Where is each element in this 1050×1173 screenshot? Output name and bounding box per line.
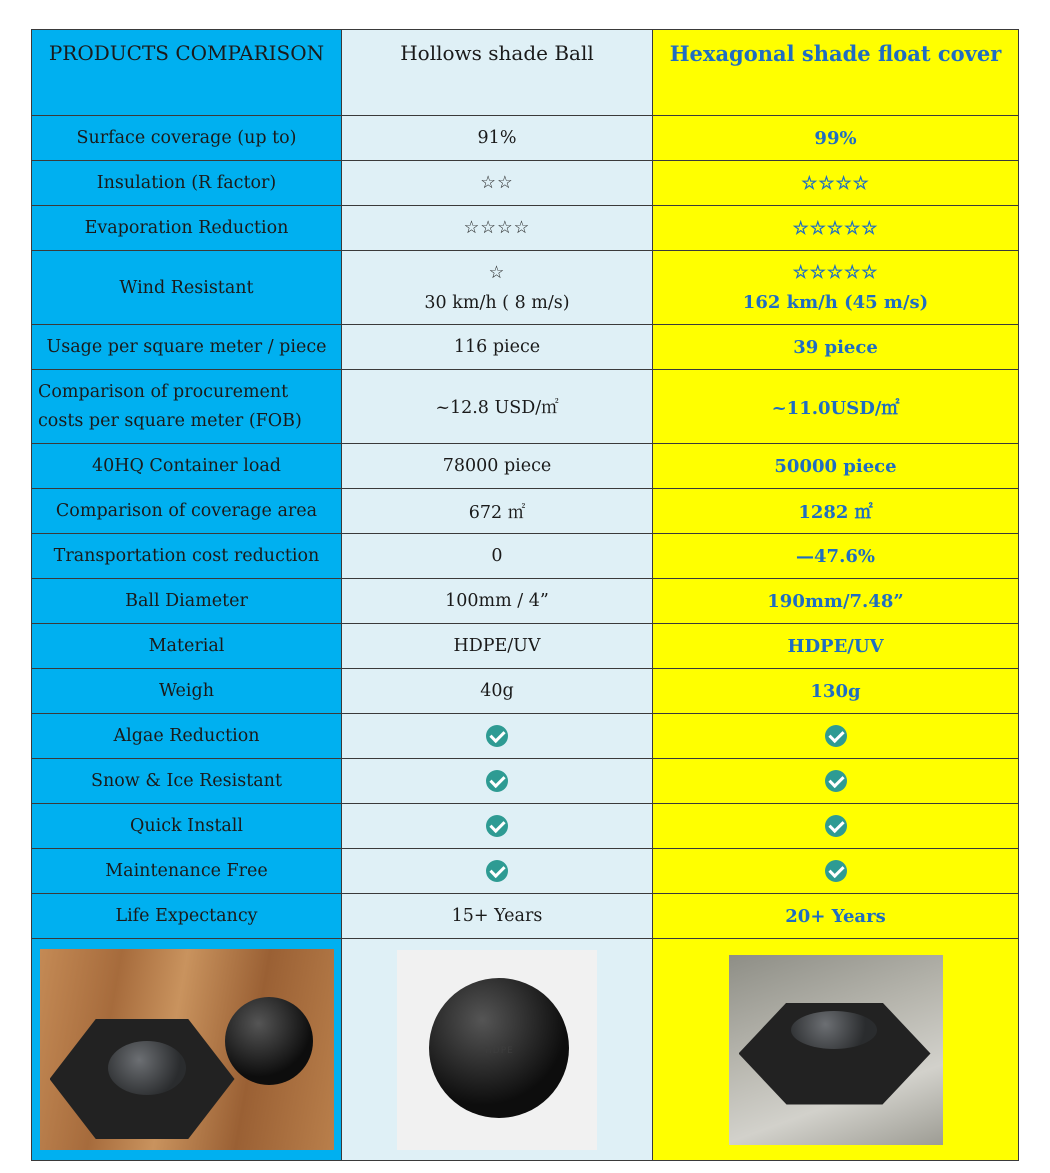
ball-value: 100mm / 4”	[342, 579, 653, 624]
hex-star-rating: ☆☆☆☆☆	[653, 206, 1019, 251]
ball-value: 15+ Years	[342, 894, 653, 939]
ball-star-rating: ☆	[488, 262, 506, 283]
hex-value: 20+ Years	[653, 894, 1019, 939]
row-label: Maintenance Free	[32, 849, 342, 894]
table-row	[32, 669, 1019, 714]
check-circle-icon	[825, 725, 847, 747]
hex-value: 99%	[653, 116, 1019, 161]
ball-stamp-text: HDPE	[485, 1045, 514, 1056]
check-circle-icon	[486, 770, 508, 792]
ball-wind-speed: 30 km/h ( 8 m/s)	[424, 292, 570, 313]
hex-cell	[653, 714, 1019, 759]
ball-value: ~12.8 USD/㎡	[342, 370, 653, 444]
row-label: Surface coverage (up to)	[32, 116, 342, 161]
hex-dome-shape	[791, 1011, 877, 1049]
row-label: Comparison of coverage area	[32, 489, 342, 534]
table-header-row	[32, 30, 1019, 116]
photo-cell-hex	[653, 939, 1019, 1161]
header-products-comparison: PRODUCTS COMPARISON	[32, 30, 342, 116]
hex-value: HDPE/UV	[653, 624, 1019, 669]
row-label: Evaporation Reduction	[32, 206, 342, 251]
row-label: Snow & Ice Resistant	[32, 759, 342, 804]
hex-float-cover-photo	[729, 955, 943, 1145]
row-label: Weigh	[32, 669, 342, 714]
table-row	[32, 894, 1019, 939]
ball-cell	[342, 804, 653, 849]
ball-value: 40g	[342, 669, 653, 714]
ball-value: 78000 piece	[342, 444, 653, 489]
header-hexagonal-shade-float-cover: Hexagonal shade float cover	[653, 30, 1019, 116]
table-row	[32, 370, 1019, 444]
check-circle-icon	[825, 770, 847, 792]
check-circle-icon	[825, 860, 847, 882]
row-label: Usage per square meter / piece	[32, 325, 342, 370]
hex-wind-cell	[653, 251, 1019, 325]
row-label: Ball Diameter	[32, 579, 342, 624]
hex-cell	[653, 804, 1019, 849]
row-label: Life Expectancy	[32, 894, 342, 939]
hex-value: —47.6%	[653, 534, 1019, 579]
table-row	[32, 624, 1019, 669]
ball-wind-cell	[342, 251, 653, 325]
check-circle-icon	[486, 725, 508, 747]
hex-and-ball-photo	[40, 949, 334, 1150]
ball-value: HDPE/UV	[342, 624, 653, 669]
table-row	[32, 759, 1019, 804]
hex-cell	[653, 849, 1019, 894]
hex-value: 130g	[653, 669, 1019, 714]
table-row	[32, 116, 1019, 161]
products-comparison-table	[31, 29, 1019, 1161]
row-label: Comparison of procurement costs per square meter (FOB)	[32, 370, 342, 444]
ball-star-rating: ☆☆☆☆	[342, 206, 653, 251]
ball-value: 91%	[342, 116, 653, 161]
hex-value: 39 piece	[653, 325, 1019, 370]
row-label: Algae Reduction	[32, 714, 342, 759]
hex-wind-speed: 162 km/h (45 m/s)	[742, 291, 929, 313]
row-label: Transportation cost reduction	[32, 534, 342, 579]
table-row	[32, 206, 1019, 251]
row-label: Insulation (R factor)	[32, 161, 342, 206]
table-row	[32, 804, 1019, 849]
hex-dome-shape	[108, 1041, 186, 1095]
hex-value: 1282 ㎡	[653, 489, 1019, 534]
table-row	[32, 489, 1019, 534]
table-row	[32, 849, 1019, 894]
photo-cell-ball	[342, 939, 653, 1161]
ball-cell	[342, 759, 653, 804]
ball-cell	[342, 714, 653, 759]
row-label: 40HQ Container load	[32, 444, 342, 489]
row-label: Wind Resistant	[32, 251, 342, 325]
comparison-table-container	[31, 29, 1018, 1161]
row-label: Material	[32, 624, 342, 669]
check-circle-icon	[486, 860, 508, 882]
hex-value: 190mm/7.48”	[653, 579, 1019, 624]
hex-value: ~11.0USD/㎡	[653, 370, 1019, 444]
table-row	[32, 251, 1019, 325]
ball-star-rating: ☆☆	[342, 161, 653, 206]
ball-value: 0	[342, 534, 653, 579]
shade-ball-photo	[397, 950, 597, 1150]
check-circle-icon	[486, 815, 508, 837]
hex-value: 50000 piece	[653, 444, 1019, 489]
table-row	[32, 325, 1019, 370]
table-row	[32, 534, 1019, 579]
hex-cell	[653, 759, 1019, 804]
product-photo-row	[32, 939, 1019, 1161]
check-circle-icon	[825, 815, 847, 837]
ball-cell	[342, 849, 653, 894]
photo-cell-combined	[32, 939, 342, 1161]
row-label: Quick Install	[32, 804, 342, 849]
table-row	[32, 444, 1019, 489]
table-row	[32, 714, 1019, 759]
ball-shape	[225, 997, 313, 1085]
ball-value: 116 piece	[342, 325, 653, 370]
header-hollows-shade-ball: Hollows shade Ball	[342, 30, 653, 116]
table-row	[32, 161, 1019, 206]
table-row	[32, 579, 1019, 624]
hex-star-rating: ☆☆☆☆	[653, 161, 1019, 206]
hex-star-rating: ☆☆☆☆☆	[792, 261, 879, 283]
ball-value: 672 ㎡	[342, 489, 653, 534]
